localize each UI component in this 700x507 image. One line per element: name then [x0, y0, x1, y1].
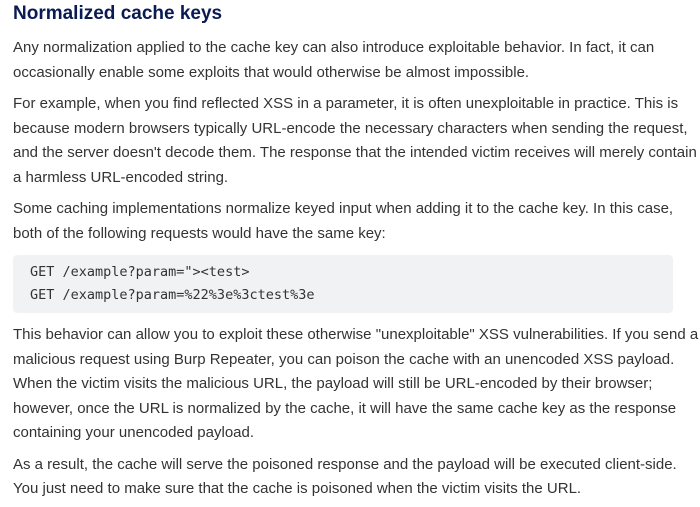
paragraph-example [13, 92, 697, 190]
paragraph-line: When the victim visits the malicious URL, the payload will still be URL-encoded by their browser; [13, 375, 653, 392]
paragraph-line: because modern browsers typically URL-encode the necessary characters when sending the request, [13, 119, 688, 137]
paragraph-normalize [13, 197, 693, 246]
paragraph-line: As a result, the cache will serve the poisoned response and the payload will be executed client-side. [13, 455, 677, 473]
paragraph-line: This behavior can allow you to exploit these otherwise "unexploitable" XSS vulnerabilities. If you send a [13, 326, 699, 343]
code-line: GET /example?param=%22%3e%3ctest%3e [30, 287, 315, 303]
paragraph-line: You just need to make sure that the cache is poisoned when the victim visits the URL. [13, 480, 582, 497]
paragraph-exploit [13, 323, 699, 446]
paragraph-line: occasionally enable some exploits that would otherwise be almost impossible. [13, 63, 530, 81]
paragraph-result [13, 453, 693, 502]
code-block[interactable] [13, 255, 673, 313]
paragraph-line: For example, when you find reflected XSS in a parameter, it is often unexploitable in practice. This is [13, 95, 679, 112]
paragraph-line: Some caching implementations normalize keyed input when adding it to the cache key. In this case, [13, 200, 674, 217]
paragraph-line: containing your unencoded payload. [13, 424, 255, 441]
paragraph-line: and the server doesn't decode them. The response that the intended victim receives will merely contain [13, 144, 697, 161]
article-content [13, 0, 699, 502]
code-line: GET /example?param="><test> [30, 264, 250, 280]
paragraph-line: both of the following requests would have the same key: [13, 224, 386, 242]
paragraph-line: however, once the URL is normalized by the cache, it will have the same cache key as the response [13, 399, 677, 417]
paragraph-line: a harmless URL-encoded string. [13, 168, 229, 186]
paragraph-intro [13, 36, 693, 85]
paragraph-line: Any normalization applied to the cache key can also introduce exploitable behavior. In fact, it can [13, 39, 655, 56]
section-heading: Normalized cache keys [13, 3, 223, 24]
paragraph-line: malicious request using Burp Repeater, you can poison the cache with an unencoded XSS payload. [13, 350, 675, 368]
